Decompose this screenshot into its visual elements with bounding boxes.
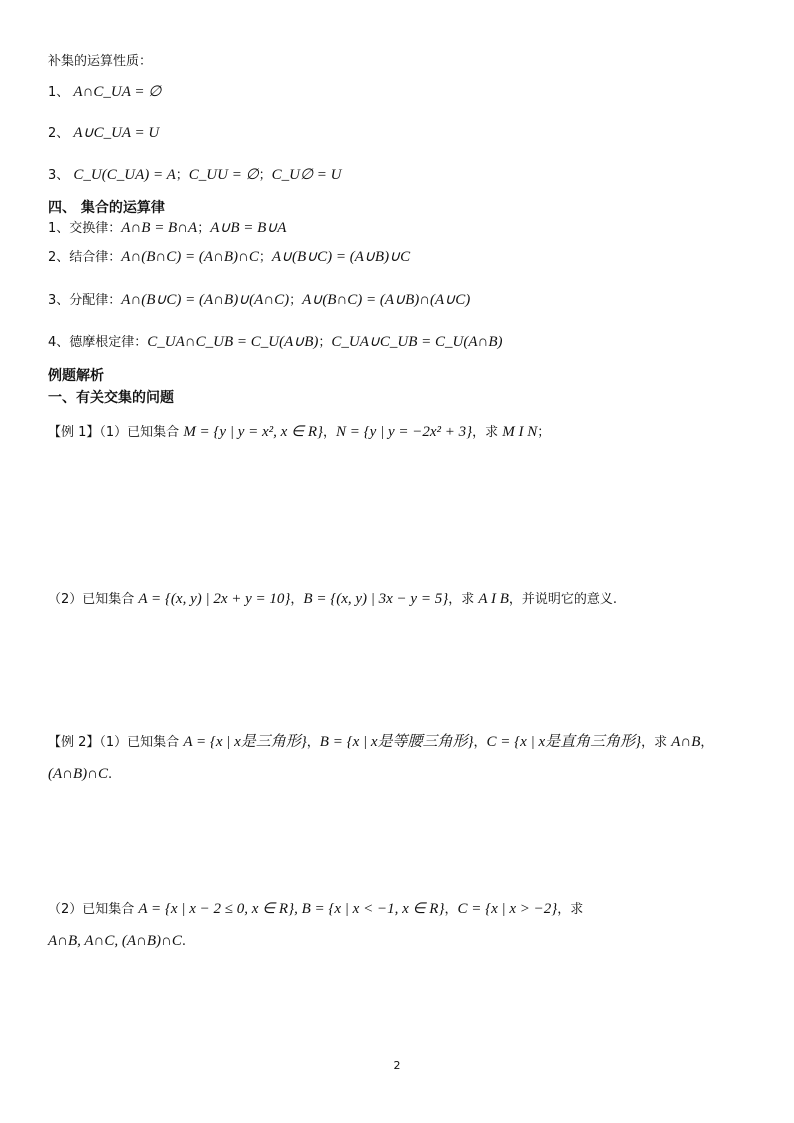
ex1-1-prefix: 【例 1】（1）已知集合 <box>48 425 184 440</box>
prop-1-formula: A∩C_UA = ∅ <box>73 84 162 100</box>
ex2-1-end: . <box>108 767 113 782</box>
ex1-2-end: ，并说明它的意义. <box>508 592 618 607</box>
prop-3-formula-c: C_U∅ = U <box>271 167 342 183</box>
ex1-1-end: ； <box>537 425 551 440</box>
law-2-label: 2、结合律： <box>48 250 122 265</box>
ex2-2-comma: ， <box>444 902 458 917</box>
separator: ； <box>318 335 332 350</box>
law-3-formula-a: A∩(B∪C) = (A∩B)∪(A∩C) <box>121 292 290 308</box>
complement-heading <box>48 52 152 72</box>
prop-2-formula: A∪C_UA = U <box>73 125 160 141</box>
ex2-1-ask: ，求 <box>641 735 672 750</box>
examples-heading-text: 例题解析 <box>48 368 104 384</box>
ex1-1-set-n: N = {y | y = −2x² + 3} <box>336 424 473 440</box>
law-3-label: 3、分配律： <box>48 293 122 308</box>
separator: ； <box>289 293 303 308</box>
ex2-1-target-1: A∩B <box>671 734 701 750</box>
ex2-1-comma: ， <box>306 735 320 750</box>
examples-subheading-text: 一、有关交集的问题 <box>48 390 174 406</box>
complement-prop-3 <box>48 165 342 186</box>
prop-3-formula-a: C_U(C_UA) = A <box>73 167 176 183</box>
ex1-1-ask: ，求 <box>472 425 503 440</box>
complement-heading-text: 补集的运算性质： <box>48 54 153 69</box>
law-distributive <box>48 290 470 311</box>
separator: ； <box>197 221 211 236</box>
separator: ； <box>258 250 272 265</box>
ex2-2-set-b: , B = {x | x < −1, x ∈ R} <box>294 901 445 917</box>
ex2-2-set-c: C = {x | x > −2} <box>457 901 558 917</box>
law-de-morgan <box>48 332 502 353</box>
example-1-part-2 <box>48 589 617 610</box>
complement-prop-1 <box>48 82 161 103</box>
ex1-1-set-m: M = {y | y = x², x ∈ R} <box>183 424 324 440</box>
separator: ； <box>175 168 189 183</box>
ex2-1-comma: ， <box>700 735 714 750</box>
ex2-1-set-a: A = {x | x是三角形} <box>183 734 307 750</box>
example-1-part-1 <box>48 422 550 443</box>
example-2-part-2 <box>48 899 583 920</box>
ex2-1-set-b: B = {x | x是等腰三角形} <box>319 734 474 750</box>
ex2-1-set-c: C = {x | x是直角三角形} <box>486 734 642 750</box>
ex2-2-targets: A∩B, A∩C, (A∩B)∩C <box>48 933 182 949</box>
ex2-2-prefix: （2）已知集合 <box>48 902 139 917</box>
law-2-formula-a: A∩(B∩C) = (A∩B)∩C <box>121 249 259 265</box>
ex2-1-target-2: (A∩B)∩C <box>48 766 108 782</box>
section-4-heading <box>48 198 165 218</box>
ex1-1-target: M I N <box>502 424 538 440</box>
law-associative <box>48 247 410 268</box>
ex2-2-ask: ，求 <box>557 902 584 917</box>
law-2-formula-b: A∪(B∪C) = (A∪B)∪C <box>271 249 411 265</box>
law-commutative <box>48 218 286 239</box>
ex1-1-comma: ， <box>323 425 337 440</box>
ex2-2-end: . <box>181 934 187 949</box>
ex1-2-set-b: B = {(x, y) | 3x − y = 5} <box>303 591 449 607</box>
example-2-part-2-cont <box>48 931 186 952</box>
ex2-1-comma: ， <box>473 735 487 750</box>
ex2-1-prefix: 【例 2】（1）已知集合 <box>48 735 184 750</box>
ex1-2-ask: ，求 <box>448 592 479 607</box>
prop-2-number: 2、 <box>48 126 70 141</box>
law-4-label: 4、德摩根定律： <box>48 335 148 350</box>
prop-3-number: 3、 <box>48 168 70 183</box>
law-4-formula-b: C_UA∪C_UB = C_U(A∩B) <box>331 334 503 350</box>
page-number: 2 <box>393 1059 401 1072</box>
law-1-formula-a: A∩B = B∩A <box>121 220 198 236</box>
prop-1-number: 1、 <box>48 85 70 100</box>
prop-3-formula-b: C_UU = ∅ <box>188 167 259 183</box>
law-4-formula-a: C_UA∩C_UB = C_U(A∪B) <box>147 334 319 350</box>
example-2-part-1-cont <box>48 764 112 785</box>
law-1-formula-b: A∪B = B∪A <box>210 220 287 236</box>
example-2-part-1 <box>48 732 713 753</box>
complement-prop-2 <box>48 123 159 144</box>
separator: ； <box>258 168 272 183</box>
law-3-formula-b: A∪(B∩C) = (A∪B)∩(A∪C) <box>302 292 471 308</box>
ex1-2-target: A I B <box>478 591 509 607</box>
section-4-heading-text: 四、 集合的运算律 <box>48 200 165 216</box>
examples-heading <box>48 366 104 386</box>
ex1-2-comma: ， <box>290 592 304 607</box>
ex2-2-set-a: A = {x | x − 2 ≤ 0, x ∈ R} <box>138 901 295 917</box>
law-1-label: 1、交换律： <box>48 221 122 236</box>
examples-subheading <box>48 388 174 408</box>
ex1-2-set-a: A = {(x, y) | 2x + y = 10} <box>138 591 291 607</box>
ex1-2-prefix: （2）已知集合 <box>48 592 139 607</box>
